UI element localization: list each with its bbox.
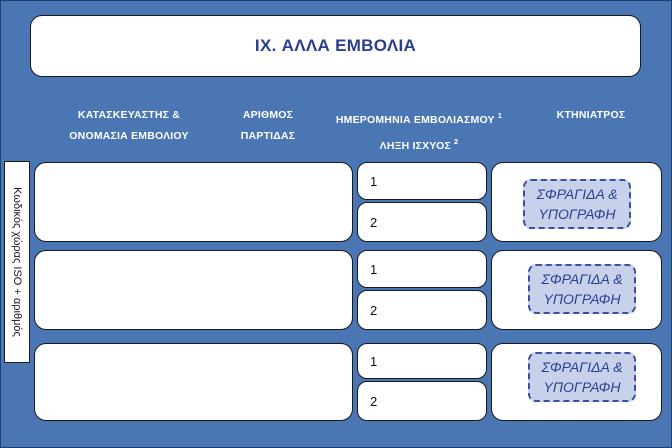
dose-number: 1 — [370, 173, 378, 189]
dose-field-2[interactable] — [357, 381, 487, 421]
header-batch-line1: ΑΡΙΘΜΟΣ — [242, 109, 294, 121]
vaccine-name-field[interactable] — [34, 250, 353, 330]
header-date-note1: 1 — [497, 111, 503, 120]
vaccine-name-field[interactable] — [34, 343, 353, 421]
header-date — [319, 105, 519, 157]
header-batch-line2: ΠΑΡΤΙΔΑΣ — [240, 130, 296, 142]
dose-field-1[interactable] — [357, 250, 487, 288]
header-manufacturer — [49, 105, 209, 147]
dose-field-1[interactable] — [357, 162, 487, 200]
header-vet-label: ΚΤΗΝΙΑΤΡΟΣ — [556, 109, 626, 121]
header-date-note2: 2 — [453, 137, 459, 146]
vet-signature-field[interactable] — [491, 343, 662, 421]
dose-number: 2 — [370, 214, 378, 230]
stamp-line1: ΣΦΡΑΓΙΔΑ & — [541, 271, 623, 287]
stamp-line2: ΥΠΟΓΡΑΦΗ — [543, 291, 621, 307]
dose-field-2[interactable] — [357, 290, 487, 330]
stamp-line1: ΣΦΡΑΓΙΔΑ & — [536, 186, 618, 202]
dose-number: 1 — [370, 261, 378, 277]
header-date-line1: ΗΜΕΡΟΜΗΝΙΑ ΕΜΒΟΛΙΑΣΜΟΥ — [335, 114, 495, 126]
dose-number: 2 — [370, 393, 378, 409]
header-date-line2: ΛΗΞΗ ΙΣΧΥΟΣ — [379, 140, 451, 152]
header-manufacturer-line1: ΚΑΤΑΣΚΕΥΑΣΤΗΣ & — [77, 109, 181, 121]
stamp-signature-placeholder — [523, 179, 631, 229]
dose-number: 2 — [370, 302, 378, 318]
dose-field-2[interactable] — [357, 202, 487, 242]
stamp-signature-placeholder — [528, 352, 636, 402]
vet-signature-field[interactable] — [491, 250, 662, 330]
section-title: IX. ΑΛΛΑ ΕΜΒΟΛΙΑ — [30, 15, 641, 77]
header-vet — [531, 105, 651, 126]
vaccine-name-field[interactable] — [34, 162, 353, 242]
side-label-text: Κωδικός χώρας ISO + αριθμός — [11, 187, 23, 337]
side-label-box — [4, 161, 30, 363]
stamp-signature-placeholder — [528, 264, 636, 314]
dose-number: 1 — [370, 353, 378, 369]
stamp-line2: ΥΠΟΓΡΑΦΗ — [543, 379, 621, 395]
stamp-line2: ΥΠΟΓΡΑΦΗ — [538, 206, 616, 222]
dose-field-1[interactable] — [357, 343, 487, 379]
header-batch — [223, 105, 313, 147]
vet-signature-field[interactable] — [491, 162, 662, 242]
stamp-line1: ΣΦΡΑΓΙΔΑ & — [541, 359, 623, 375]
header-manufacturer-line2: ΟΝΟΜΑΣΙΑ ΕΜΒΟΛΙΟΥ — [69, 130, 189, 142]
